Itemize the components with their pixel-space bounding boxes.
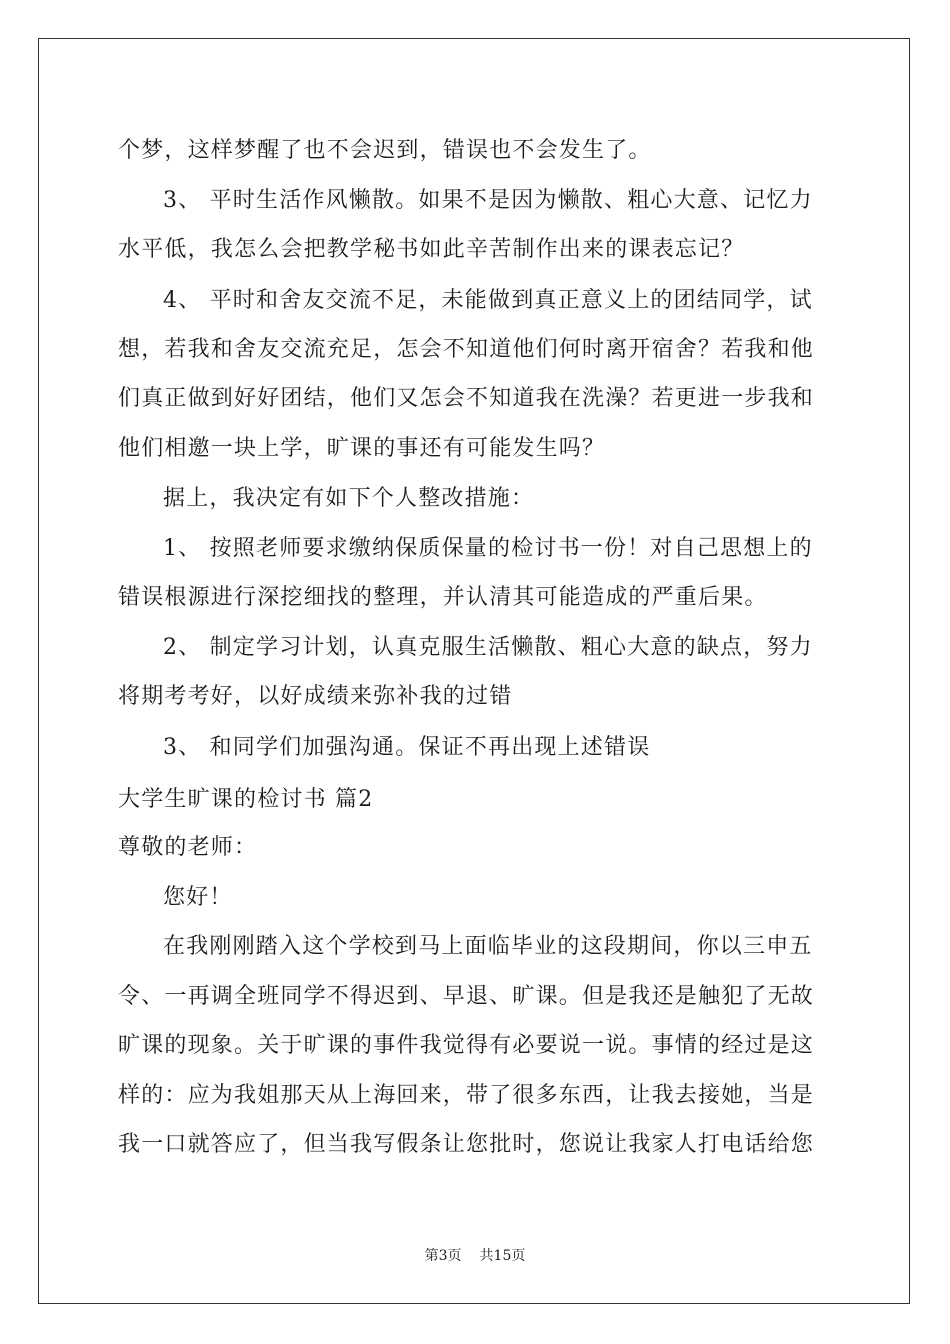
salutation: 尊敬的老师： [118, 835, 258, 860]
page-border [38, 38, 910, 1304]
paragraph-line: 3、 平时生活作风懒散。如果不是因为懒散、粗心大意、记忆力 [163, 188, 813, 213]
page-total: 共15页 [479, 1248, 526, 1264]
paragraph-line: 我一口就答应了，但当我写假条让您批时，您说让我家人打电话给您 [118, 1132, 815, 1157]
paragraph-line: 水平低，我怎么会把教学秘书如此辛苦制作出来的课表忘记？ [118, 237, 745, 262]
paragraph-line: 个梦，这样梦醒了也不会迟到，错误也不会发生了。 [118, 138, 652, 163]
paragraph-line: 4、 平时和舍友交流不足，未能做到真正意义上的团结同学，试 [163, 288, 813, 313]
paragraph-line: 旷课的现象。关于旷课的事件我觉得有必要说一说。事情的经过是这 [118, 1033, 815, 1058]
paragraph-line: 样的：应为我姐那天从上海回来，带了很多东西，让我去接她，当是 [118, 1083, 815, 1108]
greeting: 您好！ [163, 885, 233, 910]
paragraph-line: 3、 和同学们加强沟通。保证不再出现上述错误 [163, 735, 651, 760]
paragraph-line: 错误根源进行深挖细找的整理，并认清其可能造成的严重后果。 [118, 585, 768, 610]
paragraph-line: 他们相邀一块上学，旷课的事还有可能发生吗？ [118, 436, 606, 461]
paragraph-line: 1、 按照老师要求缴纳保质保量的检讨书一份！对自己思想上的 [163, 536, 813, 561]
page-footer [0, 1247, 950, 1265]
paragraph-line: 想，若我和舍友交流充足，怎会不知道他们何时离开宿舍？若我和他 [118, 337, 815, 362]
paragraph-line: 将期考考好，以好成绩来弥补我的过错 [118, 684, 513, 709]
paragraph-line: 们真正做到好好团结，他们又怎会不知道我在洗澡？若更进一步我和 [118, 386, 815, 411]
section-heading: 大学生旷课的检讨书 篇2 [118, 787, 374, 812]
paragraph-line: 在我刚刚踏入这个学校到马上面临毕业的这段期间，你以三申五 [163, 934, 813, 959]
paragraph-line: 令、一再调全班同学不得迟到、早退、旷课。但是我还是触犯了无故 [118, 984, 815, 1009]
paragraph-line: 2、 制定学习计划，认真克服生活懒散、粗心大意的缺点，努力 [163, 635, 813, 660]
paragraph-line: 据上，我决定有如下个人整改措施： [163, 486, 535, 511]
page-number: 第3页 [424, 1248, 462, 1264]
